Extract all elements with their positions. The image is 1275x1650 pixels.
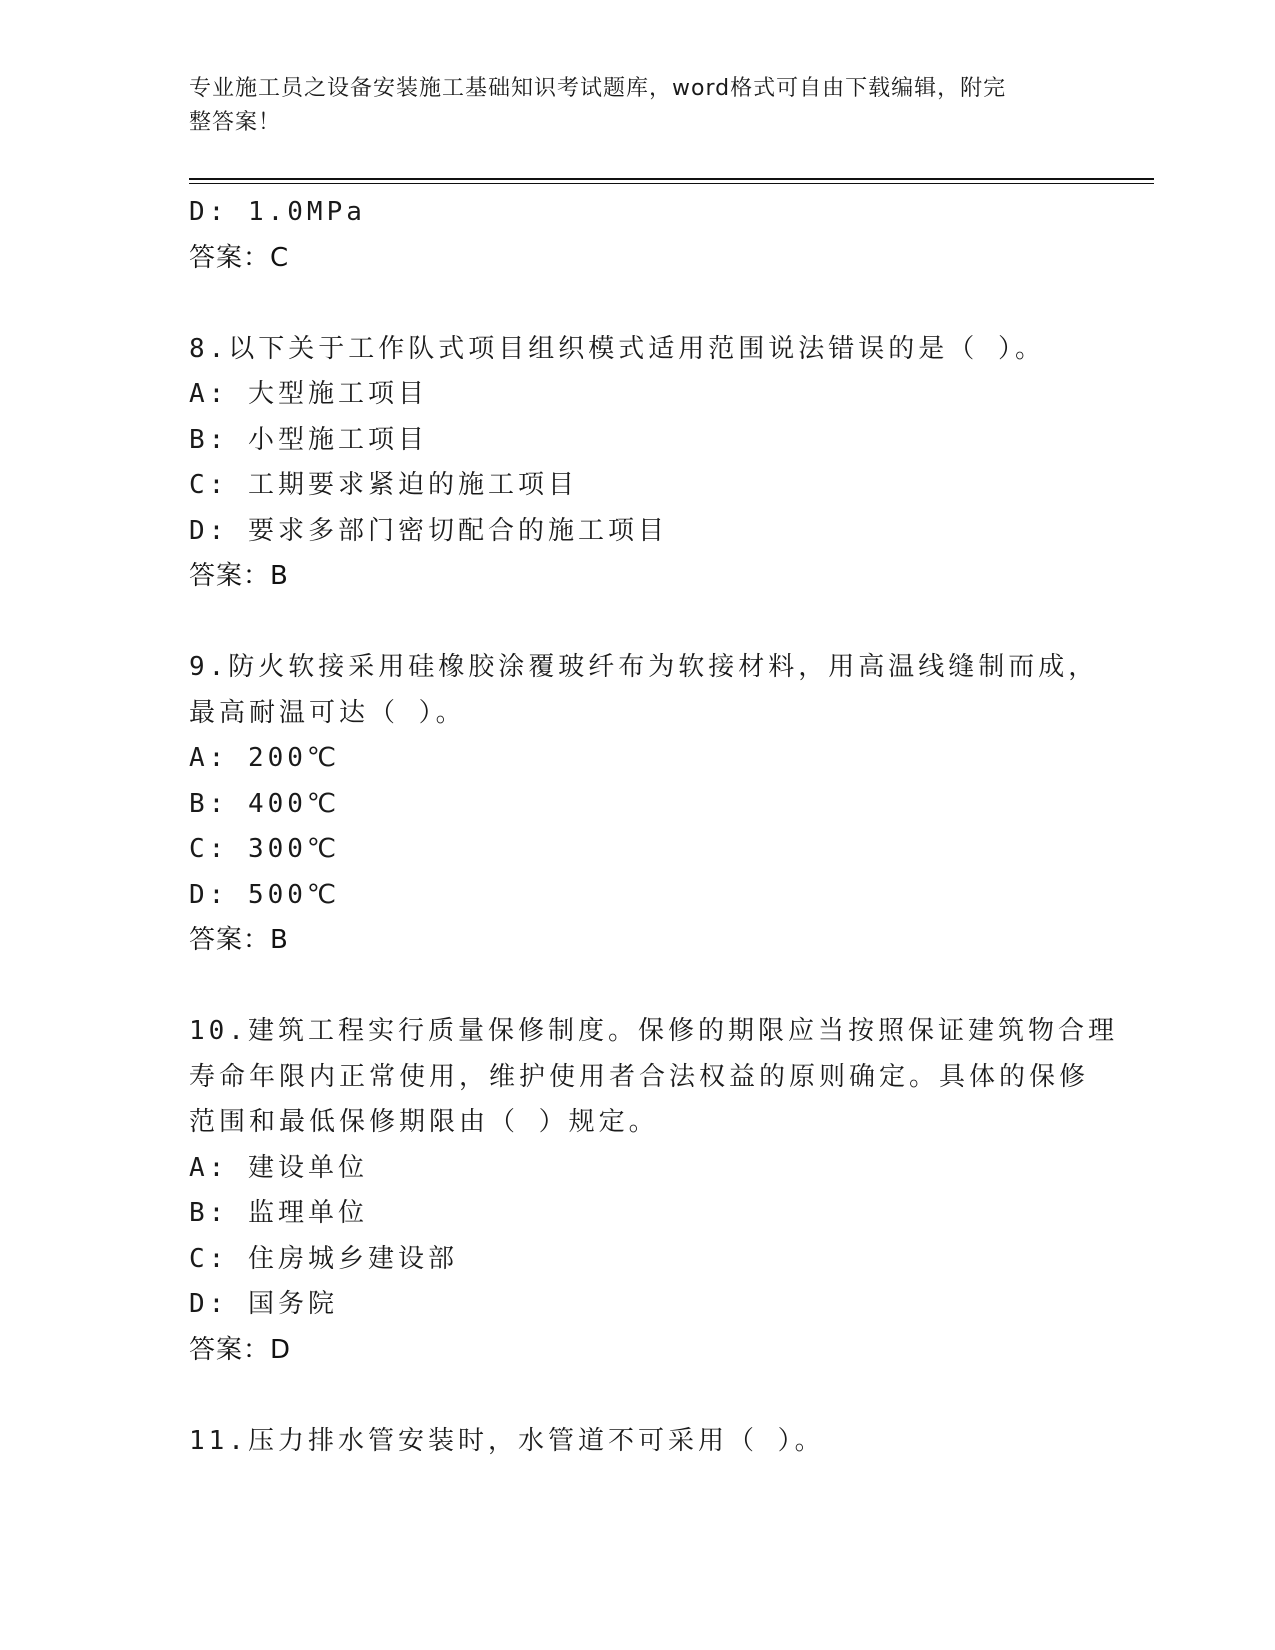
question-stem: 10.建筑工程实行质量保修制度。保修的期限应当按照保证建筑物合理 [189, 1016, 1118, 1046]
question-stem: 范围和最低保修期限由（ ）规定。 [189, 1107, 659, 1137]
question-11 [189, 1419, 1089, 1465]
header-divider-thick [189, 178, 1154, 180]
question-stem: 最高耐温可达（ ）。 [189, 697, 466, 728]
option-a: A: 大型施工项目 [189, 379, 428, 409]
header-divider-thin [189, 183, 1154, 184]
option-d: D: 国务院 [189, 1289, 338, 1319]
option-d: D: 500℃ [189, 879, 341, 910]
option-c: C: 300℃ [189, 834, 341, 864]
answer: 答案：D [189, 1334, 292, 1365]
header-line-1: 专业施工员之设备安装施工基础知识考试题库，word格式可自由下载编辑，附完 [189, 76, 1007, 101]
option-a: A: 建设单位 [189, 1152, 368, 1183]
question-content [189, 190, 1118, 1464]
question-stem: 8.以下关于工作队式项目组织模式适用范围说法错误的是（ ）。 [189, 333, 1045, 364]
question-stem: 9.防火软接采用硅橡胶涂覆玻纤布为软接材料，用高温线缝制而成， [189, 652, 1099, 682]
spacer [189, 600, 1089, 646]
option-c: C: 住房城乡建设部 [189, 1243, 458, 1274]
question-10 [189, 1009, 1118, 1373]
spacer [189, 964, 1089, 1010]
question-9 [189, 645, 1099, 964]
header-line-2: 整答案！ [189, 110, 282, 135]
document-header [189, 72, 1069, 140]
spacer [189, 281, 1089, 327]
option-c: C: 工期要求紧迫的施工项目 [189, 470, 578, 500]
option-b: B: 小型施工项目 [189, 424, 428, 455]
question-stem: 寿命年限内正常使用，维护使用者合法权益的原则确定。具体的保修 [189, 1061, 1090, 1092]
question-8 [189, 327, 1089, 600]
spacer [189, 1373, 1089, 1419]
prev-answer: 答案：C [189, 242, 290, 273]
option-b: B: 监理单位 [189, 1198, 368, 1228]
question-stem: 11.压力排水管安装时，水管道不可采用（ ）。 [189, 1425, 825, 1456]
option-d: D: 要求多部门密切配合的施工项目 [189, 515, 668, 546]
option-b: B: 400℃ [189, 788, 341, 819]
prev-option-d: D: 1.0MPa [189, 197, 366, 227]
answer: 答案：B [189, 561, 289, 591]
option-a: A: 200℃ [189, 743, 341, 773]
answer: 答案：B [189, 925, 289, 955]
